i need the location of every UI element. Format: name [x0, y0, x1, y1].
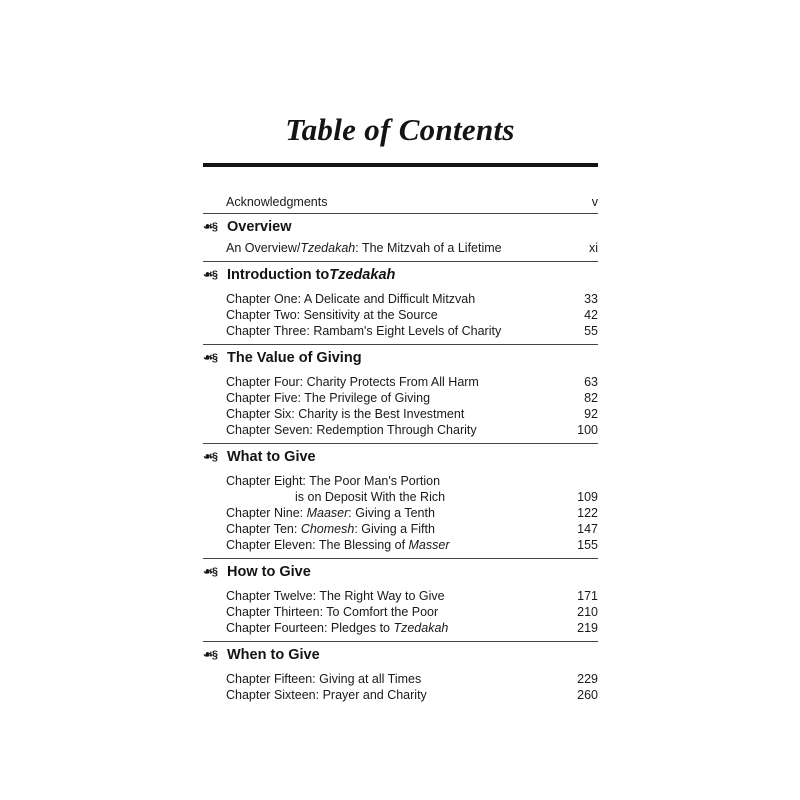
- entry-label-text: Chapter Four: Charity Protects From All Harm: [226, 375, 479, 389]
- entry-label: [295, 489, 445, 505]
- page-number: 63: [584, 375, 598, 389]
- toc-entry[interactable]: [203, 671, 598, 687]
- entry-label-text: is on Deposit With the Rich: [295, 490, 446, 504]
- section-heading-text: Overview: [227, 219, 292, 235]
- section-ornament-icon: ☙§: [203, 566, 217, 578]
- entry-label-text: Chapter Twelve: The Right Way to Give: [226, 589, 445, 603]
- toc-section: [203, 641, 598, 706]
- section-heading-text: How to Give: [227, 564, 311, 580]
- entry-label-text: Chapter Fourteen: Pledges to: [226, 621, 394, 635]
- toc-section: [203, 213, 598, 259]
- entry-label-text: Chapter Sixteen: Prayer and Charity: [226, 688, 427, 702]
- page-number: xi: [588, 241, 598, 255]
- toc-entry[interactable]: [203, 473, 598, 489]
- page-number: 122: [577, 506, 598, 520]
- entry-label: [226, 521, 435, 537]
- page-number: 147: [577, 522, 598, 536]
- entry-label: [226, 687, 427, 703]
- entry-label-text: Chapter Fifteen: Giving at all Times: [226, 672, 422, 686]
- section-ornament-icon: ☙§: [203, 269, 217, 281]
- entry-label-text: Chapter One: A Delicate and Difficult Mitzvah: [226, 292, 476, 306]
- entry-label-text: An Overview/: [226, 241, 301, 255]
- toc-section: [203, 344, 598, 441]
- section-ornament-icon: ☙§: [203, 221, 217, 233]
- entry-label-italic-text: Chomesh: [300, 522, 355, 536]
- section-heading[interactable]: [203, 447, 598, 467]
- toc-entry[interactable]: [203, 307, 598, 323]
- entry-label-text: Chapter Eight: The Poor Man's Portion: [226, 474, 441, 488]
- section-heading-text: The Value of Giving: [227, 350, 362, 366]
- toc-entry[interactable]: [203, 406, 598, 422]
- toc-entry[interactable]: [203, 291, 598, 307]
- toc-section: [203, 558, 598, 639]
- entry-label: [226, 390, 430, 406]
- toc-entry[interactable]: [203, 489, 598, 505]
- entry-label-suffix-text: : Giving a Tenth: [348, 506, 435, 520]
- page-number: 33: [584, 292, 598, 306]
- toc-entry[interactable]: [203, 374, 598, 390]
- page-number: 55: [584, 324, 598, 338]
- toc-entry[interactable]: [203, 323, 598, 339]
- section-heading-text: Introduction to: [227, 267, 330, 283]
- table-of-contents: [203, 194, 598, 706]
- entry-label: [226, 406, 464, 422]
- entry-label-italic-text: Tzedakah: [393, 621, 449, 635]
- toc-entry-acknowledgments[interactable]: [203, 194, 598, 210]
- entry-label: [226, 240, 502, 256]
- toc-entry[interactable]: [203, 604, 598, 620]
- entry-label-text: Chapter Nine:: [226, 506, 307, 520]
- entry-label: [226, 505, 435, 521]
- toc-section: [203, 261, 598, 342]
- entry-label-italic-text: Masser: [408, 538, 450, 552]
- entry-label: [226, 588, 445, 604]
- section-heading[interactable]: [203, 217, 598, 237]
- entry-label: [226, 671, 421, 687]
- entry-label: [226, 307, 438, 323]
- page-number: v: [591, 195, 598, 209]
- section-ornament-icon: ☙§: [203, 451, 217, 463]
- page-number: 219: [577, 621, 598, 635]
- section-heading[interactable]: [203, 348, 598, 368]
- entry-label: Acknowledgments: [226, 195, 328, 209]
- entry-label-text: Chapter Thirteen: To Comfort the Poor: [226, 605, 439, 619]
- toc-section: [203, 443, 598, 556]
- entry-label-text: Chapter Five: The Privilege of Giving: [226, 391, 431, 405]
- entry-label-text: Chapter Six: Charity is the Best Investment: [226, 407, 465, 421]
- toc-entry[interactable]: [203, 620, 598, 636]
- entry-label-suffix-text: : Giving a Fifth: [354, 522, 435, 536]
- entry-label: [226, 604, 438, 620]
- section-heading[interactable]: [203, 562, 598, 582]
- entry-label: [226, 473, 440, 489]
- page-number: 100: [577, 423, 598, 437]
- entry-label-suffix-text: : The Mitzvah of a Lifetime: [355, 241, 502, 255]
- entry-label-text: Chapter Eleven: The Blessing of: [226, 538, 409, 552]
- toc-entry[interactable]: [203, 422, 598, 438]
- entry-label-text: Chapter Ten:: [226, 522, 301, 536]
- entry-label-text: Chapter Seven: Redemption Through Charity: [226, 423, 477, 437]
- page-number: 92: [584, 407, 598, 421]
- toc-entry[interactable]: [203, 537, 598, 553]
- entry-label: [226, 537, 450, 553]
- page-number: 109: [577, 490, 598, 504]
- section-heading[interactable]: [203, 645, 598, 665]
- toc-entry[interactable]: [203, 505, 598, 521]
- toc-entry[interactable]: [203, 521, 598, 537]
- section-ornament-icon: ☙§: [203, 649, 217, 661]
- section-heading-text: What to Give: [227, 449, 316, 465]
- entry-label: [226, 422, 477, 438]
- page-number: 82: [584, 391, 598, 405]
- toc-entry[interactable]: [203, 240, 598, 256]
- page-number: 229: [577, 672, 598, 686]
- toc-entry[interactable]: [203, 588, 598, 604]
- toc-entry[interactable]: [203, 390, 598, 406]
- page-number: 42: [584, 308, 598, 322]
- entry-label-text: Chapter Three: Rambam's Eight Levels of Charity: [226, 324, 502, 338]
- section-heading[interactable]: [203, 265, 598, 285]
- section-heading-text: When to Give: [227, 647, 320, 663]
- entry-label: [226, 291, 475, 307]
- section-ornament-icon: ☙§: [203, 352, 217, 364]
- entry-label-italic-text: Maaser: [306, 506, 349, 520]
- entry-label-text: Chapter Two: Sensitivity at the Source: [226, 308, 438, 322]
- entry-label: [226, 323, 501, 339]
- page-number: 210: [577, 605, 598, 619]
- entry-label: [226, 620, 448, 636]
- section-heading-italic-text: Tzedakah: [329, 267, 396, 283]
- entry-label: [226, 374, 479, 390]
- page-title: Table of Contents: [285, 112, 515, 147]
- title-divider: [203, 163, 598, 167]
- page-number: 171: [577, 589, 598, 603]
- page-number: 260: [577, 688, 598, 702]
- toc-entry[interactable]: [203, 687, 598, 703]
- page-number: 155: [577, 538, 598, 552]
- entry-label-italic-text: Tzedakah: [300, 241, 356, 255]
